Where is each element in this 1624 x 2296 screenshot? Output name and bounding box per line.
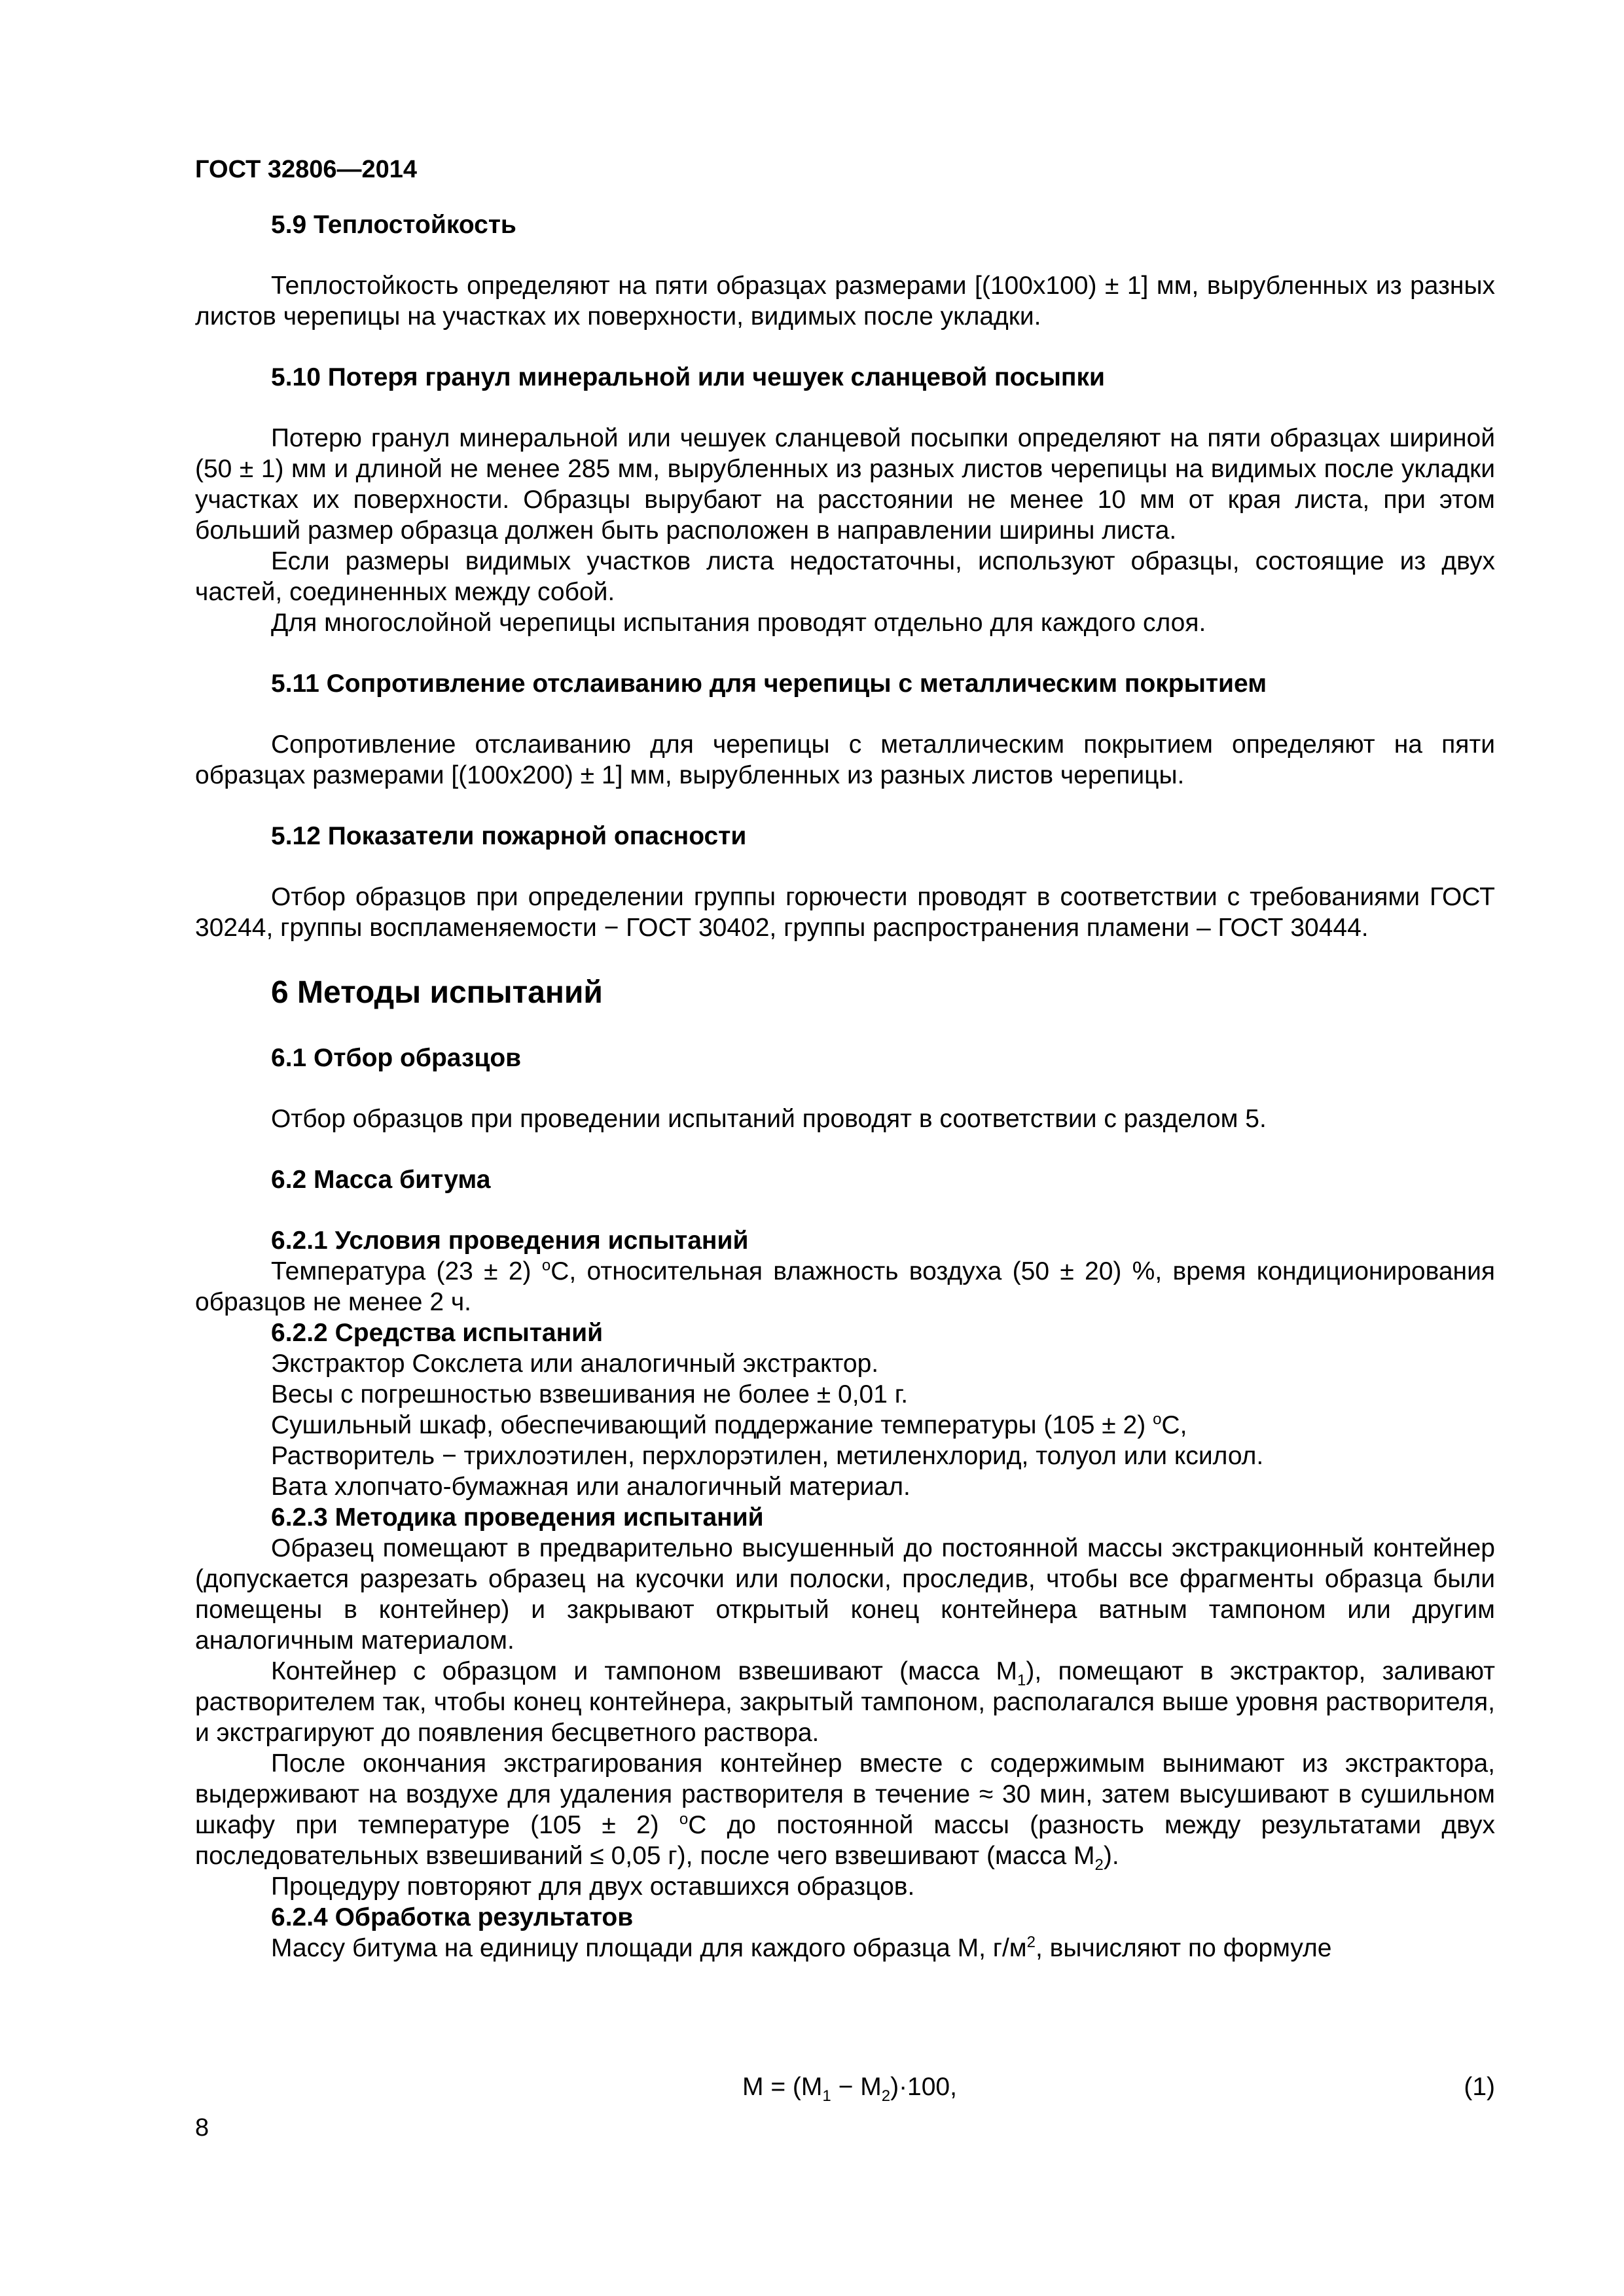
section-5-10-paragraph-3: Для многослойной черепицы испытания проводят отдельно для каждого слоя. [271, 609, 1206, 637]
section-5-10-title: 5.10 Потеря гранул минеральной или чешуек сланцевой посыпки [271, 363, 1105, 391]
section-6-2-4-title: 6.2.4 Обработка результатов [271, 1903, 634, 1931]
section-5-9-title: 5.9 Теплостойкость [271, 211, 516, 239]
section-6-title: 6 Методы испытаний [271, 975, 603, 1010]
section-6-2-1-paragraph: Температура (23 ± 2) $^o$С, относительная влажность воздуха (50 ± 20) %, время кондиционирования образцов не менее 2 ч. [195, 1257, 1496, 1316]
section-6-2-3-paragraph-2: Контейнер с образцом и тампоном взвешивают (масса $М_1$), помещают в экстрактор, заливают растворителем так, чтобы конец контейнера, закрытый тампоном, располагался выше уровня растворителя, и экстрагируют до появления бесцветного раствора. [195, 1657, 1495, 1747]
equipment-item-1: Экстрактор Сокслета или аналогичный экстрактор. [271, 1350, 879, 1378]
document-id: ГОСТ 32806—2014 [195, 156, 418, 183]
section-5-9-paragraph: Теплостойкость определяют на пяти образцах размерами [(100х100) ± 1] мм, вырубленных из разных листов черепицы на участках их поверхности, видимых после укладки. [195, 272, 1495, 331]
section-6-2-1-title: 6.2.1 Условия проведения испытаний [271, 1227, 749, 1255]
formula-1 [195, 2072, 1495, 2104]
section-6-2-3-paragraph-3: После окончания экстрагирования контейнер вместе с содержимым вынимают из экстрактора, выдерживают на воздухе для удаления растворителя в течение ≈ 30 мин, затем высушивают в сушильном шкафу при температуре (105 ± 2) $^o$С до постоянной массы (разность между результатами двух последовательных взвешиваний ≤ 0,05 г), после чего взвешивают (масса $М_2$). [195, 1749, 1495, 1874]
equipment-item-3: Сушильный шкаф, обеспечивающий поддержание температуры (105 ± 2) $^o$С, [271, 1410, 1187, 1439]
section-6-2-3-title: 6.2.3 Методика проведения испытаний [271, 1503, 764, 1532]
section-5-12-paragraph: Отбор образцов при определении группы горючести проводят в соответствии с требованиями ГОСТ 30244, группы воспламеняемости − ГОСТ 30402, группы распространения пламени – ГОСТ 30444. [195, 883, 1495, 942]
page-number: 8 [195, 2114, 209, 2142]
section-6-1-paragraph: Отбор образцов при проведении испытаний проводят в соответствии с разделом 5. [271, 1105, 1267, 1133]
page-content [195, 209, 1495, 1964]
section-5-11-title: 5.11 Сопротивление отслаиванию для черепицы с металлическим покрытием [271, 670, 1267, 698]
section-6-2-3-paragraph-1: Образец помещают в предварительно высушенный до постоянной массы экстракционный контейнер (допускается разрезать образец на кусочки или полоски, проследив, чтобы все фрагменты образца были помещены в контейнер) и закрывают открытый конец контейнера ватным тампоном или другим аналогичным материалом. [195, 1534, 1495, 1655]
section-6-2-3-paragraph-4: Процедуру повторяют для двух оставшихся образцов. [271, 1873, 915, 1901]
equipment-item-2: Весы с погрешностью взвешивания не более ± 0,01 г. [271, 1380, 909, 1408]
equipment-item-4: Растворитель − трихлоэтилен, перхлорэтилен, метиленхлорид, толуол или ксилол. [271, 1442, 1264, 1470]
section-6-2-title: 6.2 Масса битума [271, 1166, 491, 1194]
section-5-11-paragraph: Сопротивление отслаиванию для черепицы с металлическим покрытием определяют на пяти образцах размерами [(100х200) ± 1] мм, вырубленных из разных листов черепицы. [195, 730, 1495, 789]
section-5-12-title: 5.12 Показатели пожарной опасности [271, 822, 747, 850]
section-5-10-paragraph-1: Потерю гранул минеральной или чешуек сланцевой посыпки определяют на пяти образцах шириной (50 ± 1) мм и длиной не менее 285 мм, вырубленных из разных листов черепицы на видимых после укладки участках их поверхности. Образцы вырубают на расстоянии не менее 10 мм от края листа, при этом больший размер образца должен быть расположен в направлении ширины листа. [195, 424, 1495, 545]
section-5-10-paragraph-2: Если размеры видимых участков листа недостаточны, используют образцы, состоящие из двух частей, соединенных между собой. [195, 547, 1495, 606]
section-6-2-2-title: 6.2.2 Средства испытаний [271, 1319, 604, 1347]
section-6-2-4-paragraph: Массу битума на единицу площади для каждого образца М, $г/м^2$, вычисляют по формуле [271, 1933, 1332, 1962]
formula-expression: $М = (М_1 - М_2)\cdot 100$, [742, 2073, 957, 2105]
equipment-item-5: Вата хлопчато-бумажная или аналогичный материал. [271, 1473, 911, 1501]
section-6-1-title: 6.1 Отбор образцов [271, 1044, 522, 1072]
formula-number: (1) [1464, 2073, 1495, 2101]
